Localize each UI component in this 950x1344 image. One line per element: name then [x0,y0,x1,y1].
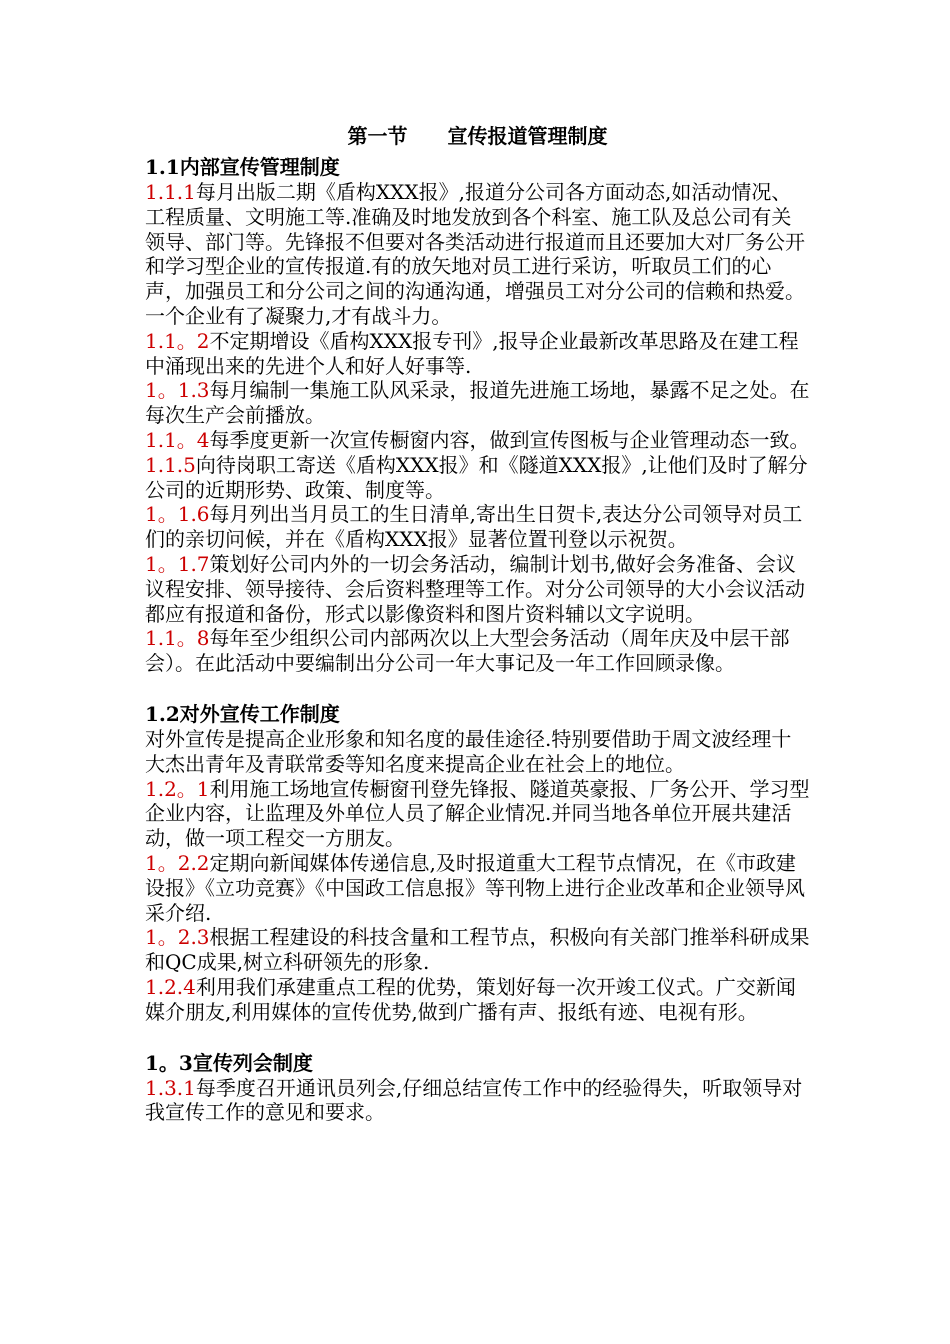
clause-text: 每季度召开通讯员列会,仔细总结宣传工作中的经验得失，听取领导对我宣传工作的意见和要求。 [145,1075,803,1125]
paragraph [145,453,810,503]
section-heading: 1。3宣传列会制度 [145,1050,313,1075]
clause-number: 1。2.2 [145,850,210,875]
clause-number: 1.1。4 [145,427,210,452]
blank-line [145,1025,810,1050]
clause-number: 1.1.5 [145,452,196,477]
paragraph [145,378,810,428]
section-intro: 对外宣传是提高企业形象和知名度的最佳途径.特别要借助于周文波经理十大杰出青年及青联常委等知名度来提高企业在社会上的地位。 [145,726,792,776]
clause-text: 每月编制一集施工队风采录，报道先进施工场地，暴露不足之处。在每次生产会前播放。 [145,378,810,428]
paragraph [145,552,810,626]
clause-text: 利用施工场地宣传橱窗刊登先锋报、隧道英豪报、厂务公开、学习型企业内容，让监理及外单位人员了解企业情况.并同当地各单位开展共建活动，做一项工程交一方朋友。 [145,776,810,851]
paragraph [145,925,810,975]
clause-text: 每季度更新一次宣传橱窗内容，做到宣传图板与企业管理动态一致。 [209,427,810,452]
clause-number: 1。2.3 [145,925,210,950]
blank-line [145,676,810,701]
page-title: 第一节 宣传报道管理制度 [347,124,608,148]
clause-text: 向待岗职工寄送《盾构XXX报》和《隧道XXX报》,让他们及时了解分公司的近期形势、政策、制度等。 [145,452,808,502]
clause-text: 策划好公司内外的一切会务活动，编制计划书,做好会务准备、会议议程安排、领导接待、会后资料整理等工作。对分公司领导的大小会议活动都应有报道和备份，形式以影像资料和图片资料辅以文字说明。 [145,551,805,626]
clause-text: 根据工程建设的科技含量和工程节点，积极向有关部门推举科研成果和QC成果,树立科研领先的形象. [145,925,810,975]
paragraph [145,975,810,1025]
paragraph [145,626,810,676]
clause-number: 1。1.7 [145,551,210,576]
clause-text: 每月列出当月员工的生日清单,寄出生日贺卡,表达分公司领导对员工们的亲切问候，并在《盾构XXX报》显著位置刊登以示祝贺。 [145,502,803,552]
section-heading: 1.2对外宣传工作制度 [145,701,340,726]
clause-number: 1。1.3 [145,378,210,403]
clause-number: 1.1。2 [145,328,210,353]
paragraph [145,180,810,329]
clause-text: 利用我们承建重点工程的优势，策划好每一次开竣工仪式。广交新闻媒介朋友,利用媒体的宣传优势,做到广播有声、报纸有迹、电视有形。 [145,974,796,1024]
clause-number: 1.2.4 [145,974,196,999]
paragraph [145,329,810,379]
clause-number: 1.3.1 [145,1075,196,1100]
clause-text: 每月出版二期《盾构XXX报》,报道分公司各方面动态,如活动情况、工程质量、文明施工等.准确及时地发放到各个科室、施工队及总公司有关领导、部门等。先锋报不但要对各类活动进行报道而且还要加大对厂务公开和学习型企业的宣传报道.有的放矢地对员工进行采访，听取员工们的心声，加强员工和分公司之间的沟通沟通，增强员工对分公司的信赖和热爱。一个企业有了凝聚力,才有战斗力。 [145,180,805,328]
clause-text: 每年至少组织公司内部两次以上大型会务活动（周年庆及中层干部会）。在此活动中要编制出分公司一年大事记及一年工作回顾录像。 [145,626,790,676]
paragraph [145,851,810,925]
clause-number: 1。1.6 [145,502,210,527]
clause-number: 1.1.1 [145,180,196,204]
clause-text: 定期向新闻媒体传递信息,及时报道重大工程节点情况，在《市政建设报》《立功竞赛》《中国政工信息报》等刊物上进行企业改革和企业领导风采介绍. [145,850,805,925]
clause-text: 不定期增设《盾构XXX报专刊》,报导企业最新改革思路及在建工程中涌现出来的先进个人和好人好事等. [145,328,799,378]
paragraph [145,777,810,851]
paragraph [145,428,810,453]
document-body [145,118,810,1125]
paragraph [145,1076,810,1126]
section-heading: 1.1内部宣传管理制度 [145,155,340,179]
paragraph [145,502,810,552]
clause-number: 1.1。8 [145,626,210,651]
clause-number: 1.2。1 [145,776,210,801]
